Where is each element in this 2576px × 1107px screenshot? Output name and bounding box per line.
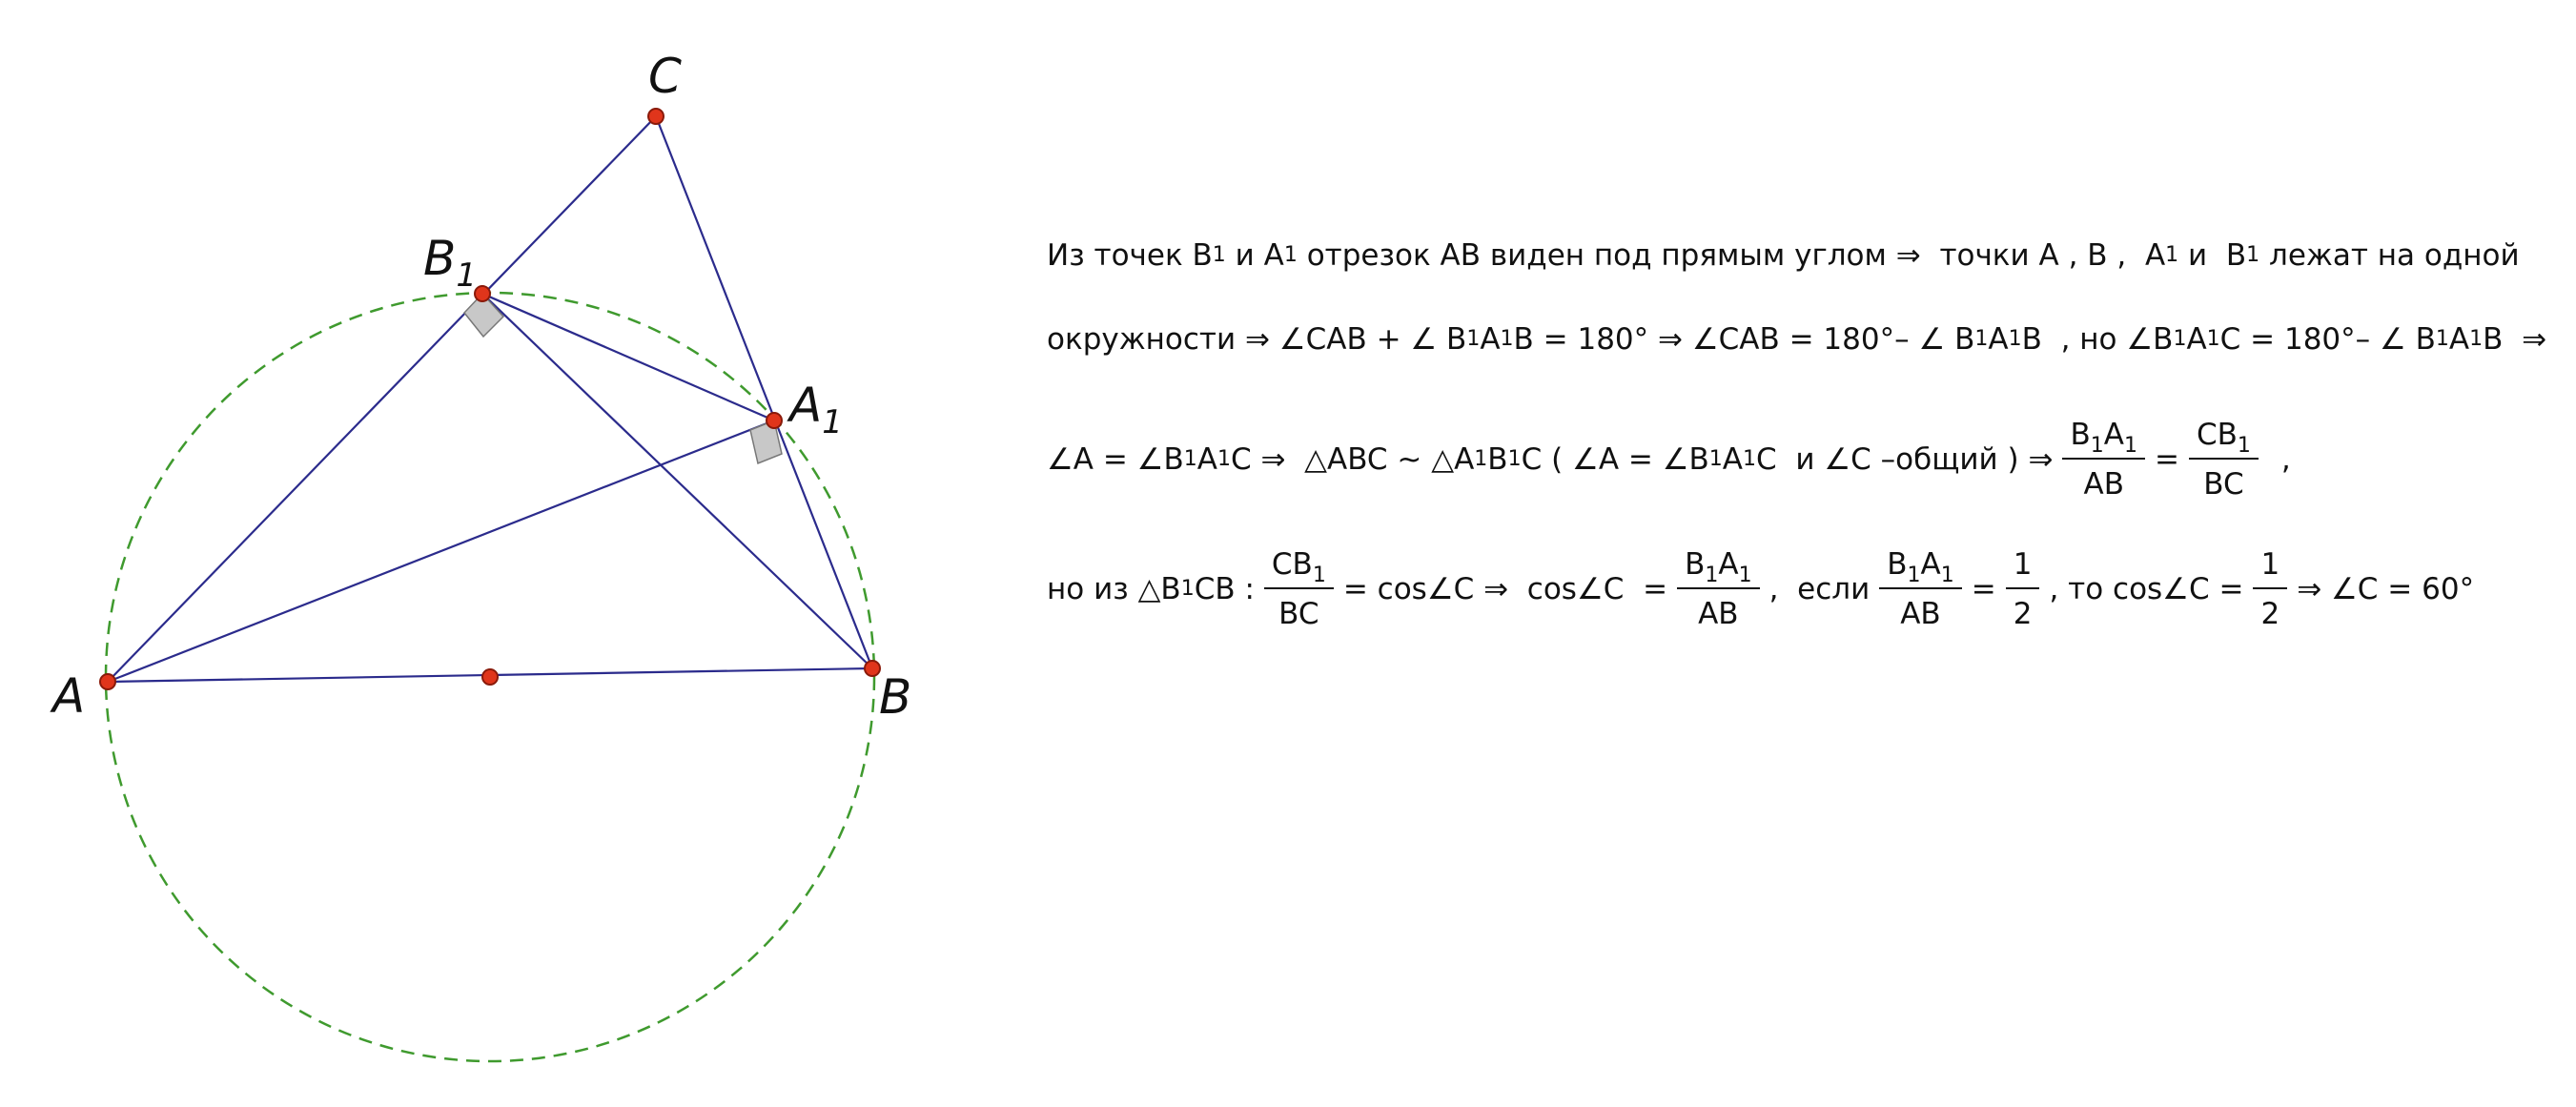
label-a1-main: A (789, 378, 823, 433)
segment-a1-b1 (482, 294, 774, 420)
segment-bc (656, 116, 872, 668)
equals-sign: = (2154, 442, 2179, 477)
proof-line-4 (1047, 545, 2474, 633)
fraction-b1a1-over-ab: $\frac{B_1A_1}{AB}$ (1879, 545, 1962, 633)
comma: , (2280, 442, 2291, 477)
text: ∠A = ∠B 1 A 1 C ⇒ △ABC ~ △A 1 B 1 C ( ∠A = ∠B 1 A 1 C и ∠C –общий ) ⇒ (1047, 442, 2054, 477)
text: = cos∠C ⇒ cos∠C = (1342, 572, 1668, 606)
proof-line-2 (1047, 320, 2546, 359)
label-a: A (52, 668, 86, 724)
segments (108, 116, 872, 682)
point-center (482, 669, 498, 685)
fraction-one-half: $\frac{1}{2}$ (2253, 545, 2287, 633)
text: окружности ⇒ ∠CAB + ∠ B 1 A 1 B = 180° ⇒ ∠CAB = 180°– ∠ B 1 A 1 B , но ∠B 1 A 1 C = 180°– ∠ B 1 A 1 B ⇒ (1047, 322, 2547, 357)
text: , если (1768, 572, 1871, 606)
text: , то cos∠C = (2049, 572, 2244, 606)
equals-sign: = (1971, 572, 1996, 606)
text: Из точек B 1 и A 1 отрезок AB виден под прямым углом ⇒ точки A , B , A 1 и B 1 лежат на одной (1047, 238, 2520, 273)
text: ⇒ ∠C = 60° (2297, 572, 2475, 606)
point-b (865, 661, 880, 676)
label-c: C (648, 49, 682, 104)
point-c (648, 109, 664, 124)
segment-ac (108, 116, 656, 682)
proof-line-3 (1047, 416, 2291, 503)
label-b: B (879, 669, 912, 725)
points (100, 109, 880, 689)
label-a1-sub: 1 (822, 403, 843, 441)
point-a (100, 674, 115, 689)
label-b1-sub: 1 (456, 256, 477, 295)
geometry-figure (0, 0, 1030, 1107)
fraction-cb1-over-bc: $\frac{CB_1}{BC}$ (2189, 416, 2259, 503)
label-a1 (787, 378, 843, 441)
fraction-cb1-over-bc: $\frac{CB_1}{BC}$ (1264, 545, 1334, 633)
label-b1-main: B (423, 231, 457, 286)
text: но из △B 1 CB : (1047, 572, 1255, 606)
segment-a-a1 (108, 420, 774, 682)
proof-line-1 (1047, 236, 2520, 275)
fraction-b1a1-over-ab: $\frac{B_1A_1}{AB}$ (2062, 416, 2145, 503)
fraction-one-half: $\frac{1}{2}$ (2006, 545, 2040, 633)
segment-b-b1 (482, 294, 872, 668)
label-b1 (423, 231, 477, 295)
fraction-b1a1-over-ab: $\frac{B_1A_1}{AB}$ (1677, 545, 1760, 633)
point-b1 (475, 286, 490, 301)
point-a1 (767, 413, 782, 428)
